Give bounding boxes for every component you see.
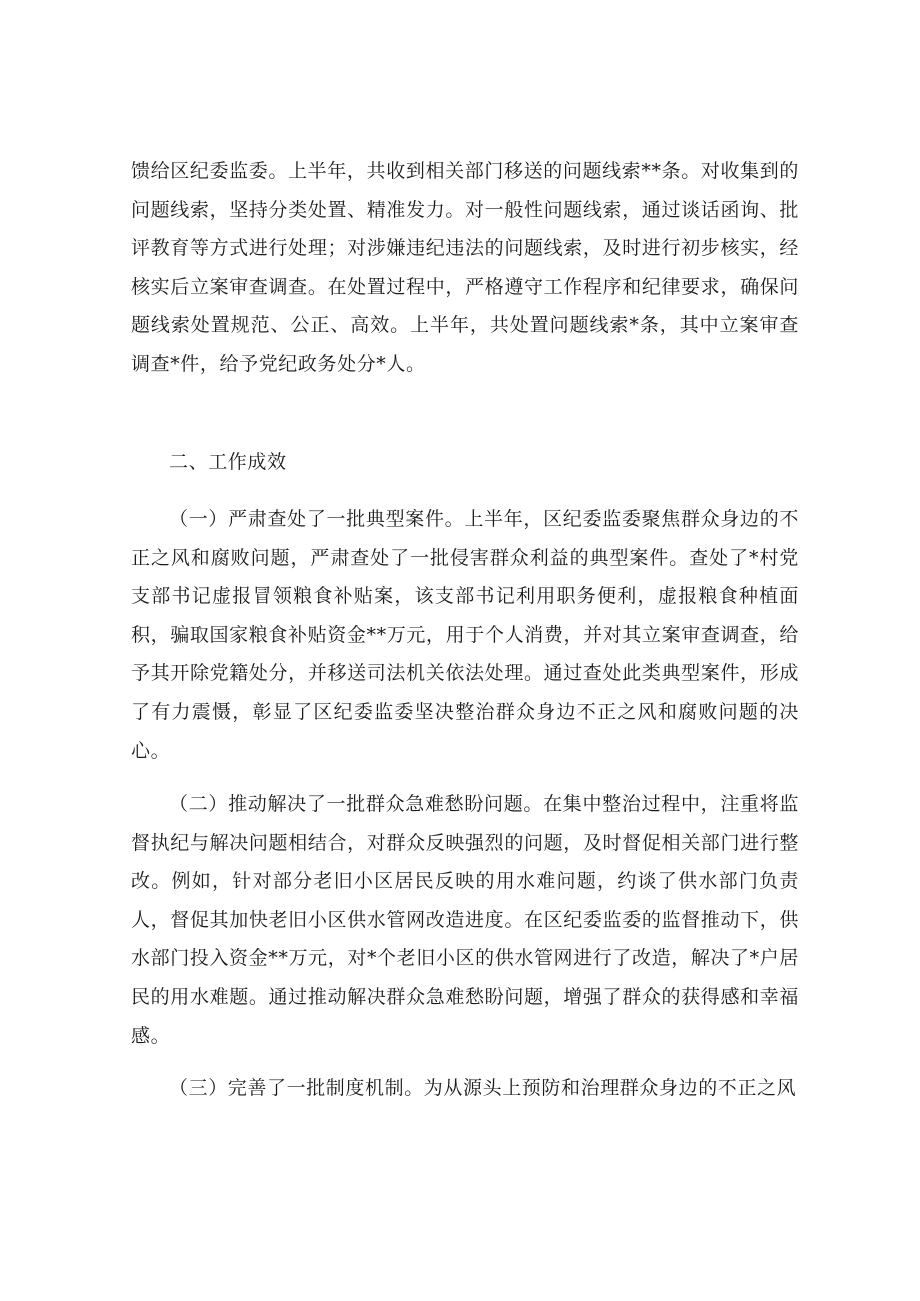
section-heading: 二、工作成效 xyxy=(169,451,287,473)
body-paragraph-continuation: 馈给区纪委监委。上半年，共收到相关部门移送的问题线索**条。对收集到的问题线索，坚持分类处置、精准发力。对一般性问题线索，通过谈话函询、批评教育等方式进行处理；对涉嫌违纪违法的问题线索，及时进行初步核实，经核实后立案审查调查。在处置过程中，严格遵守工作程序和纪律要求，确保问题线索处置规范、公正、高效。上半年，共处置问题线索*条，其中立案审查调查*件，给予党纪政务处分*人。 xyxy=(131,160,799,375)
section-paragraph-2: （二）推动解决了一批群众急难愁盼问题。在集中整治过程中，注重将监督执纪与解决问题相结合，对群众反映强烈的问题，及时督促相关部门进行整改。例如，针对部分老旧小区居民反映的用水难问题，约谈了供水部门负责人，督促其加快老旧小区供水管网改造进度。在区纪委监委的监督推动下，供水部门投入资金**万元，对*个老旧小区的供水管网进行了改造，解决了*户居民的用水难题。通过推动解决群众急难愁盼问题，增强了群众的获得感和幸福感。 xyxy=(131,793,799,1047)
section-paragraph-3: （三）完善了一批制度机制。为从源头上预防和治理群众身边的不正之风 xyxy=(169,1077,797,1099)
section-paragraph-1: （一）严肃查处了一批典型案件。上半年，区纪委监委聚焦群众身边的不正之风和腐败问题，严肃查处了一批侵害群众利益的典型案件。查处了*村党支部书记虚报冒领粮食补贴案，该支部书记利用职务便利，虚报粮食种植面积，骗取国家粮食补贴资金**万元，用于个人消费，并对其立案审查调查，给予其开除党籍处分，并移送司法机关依法处理。通过查处此类典型案件，形成了有力震慑，彰显了区纪委监委坚决整治群众身边不正之风和腐败问题的决心。 xyxy=(131,508,799,762)
